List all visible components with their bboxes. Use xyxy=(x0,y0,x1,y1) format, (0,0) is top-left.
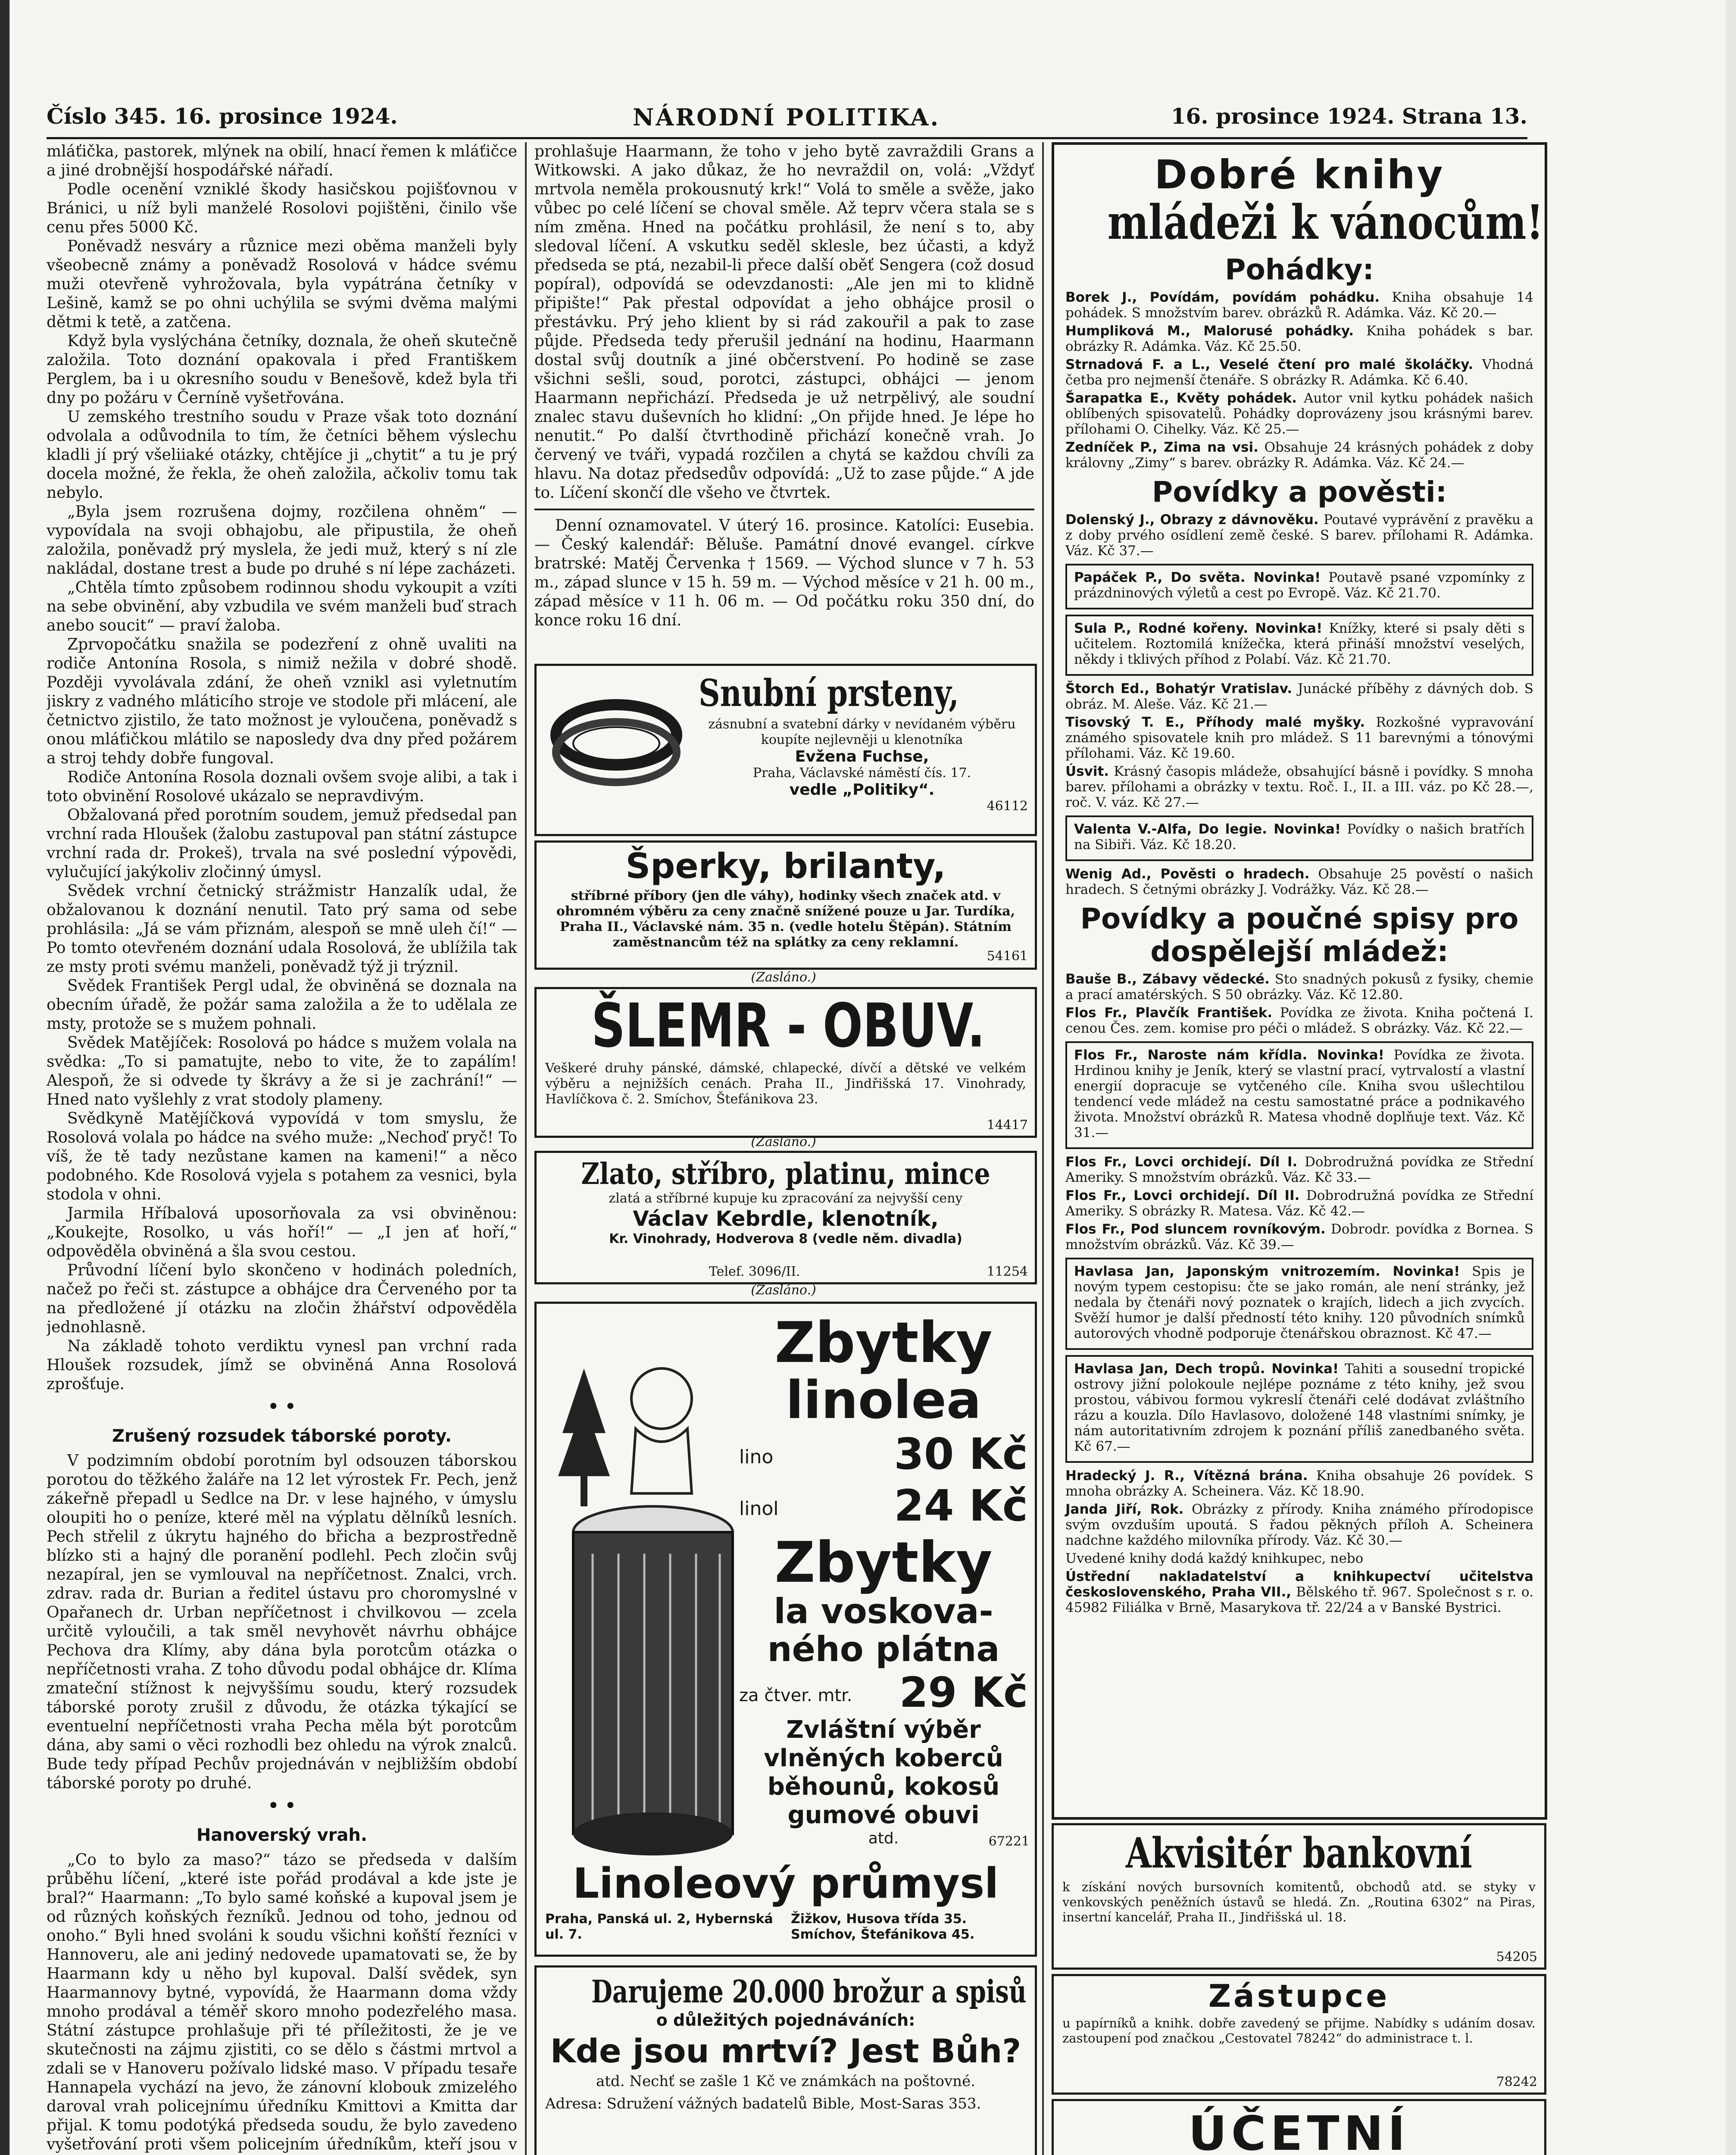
ad-address: Praha, Václavské náměstí čís. 17. xyxy=(752,765,971,781)
book-entry: Šarapatka E., Květy pohádek. Autor vnil kytku pohádek našich oblíbených spisovatelů. Pohádky doprovázeny jsou krásnými barev. přílohami O. Cihelky. Váz. Kč 25.— xyxy=(1065,390,1534,437)
ad-number: 54161 xyxy=(987,949,1028,964)
ad-title: Snubní prsteny, xyxy=(699,671,959,715)
ad-address: Praha, Panská ul. 2, Hybernská ul. 7. xyxy=(545,1911,773,1942)
ad-linoleum xyxy=(534,1302,1037,1957)
section-heading: Pohádky: xyxy=(1225,253,1374,286)
book-entry: Bauše B., Zábavy vědecké. Sto snadných pokusů z fysiky, chemie a prací amatérských. S 50 obrázky. Váz. Kč 12.80. xyxy=(1065,971,1533,1003)
publisher: Ústřední nakladatelství a knihkupectví učitelstva československého, Praha VII., Bělského tř. 967. Společnost s r. o. 45982 Filiálka v Brně, Masarykova tř. 22/24 a v Banské Bystrici. xyxy=(1065,1569,1533,1615)
ad-text: Zvláštní výběr vlněných koberců běhounů, kokosů gumové obuvi xyxy=(764,1716,1003,1829)
books-subtitle: mládeži k vánocům! xyxy=(1107,194,1544,250)
ad-number: 67221 xyxy=(988,1834,1030,1849)
paragraph: „Chtěla tímto způsobem rodinnou shodu vykoupit a vzíti na sebe obvinění, aby vzbudila ve svém manželi buď strach anebo soucit“ — praví žaloba. xyxy=(47,579,517,634)
book-entry: Tisovský T. E., Příhody malé myšky. Rozkošné vypravování známého spisovatele knih pro mládež. S 11 barevnými a tónovými přílohami. Váz. Kč 19.60. xyxy=(1065,715,1533,761)
header-rule xyxy=(47,137,1527,139)
book-advertisement xyxy=(1052,142,1547,1820)
ad-address: Kr. Vinohrady, Hodverova 8 (vedle něm. divadla) xyxy=(609,1231,962,1246)
book-entry: Zedníček P., Zima na vsi. Obsahuje 24 krásných pohádek z doby královny „Zimy“ s barev. obrázky R. Adámka. Váz. Kč 24.— xyxy=(1065,440,1533,471)
ad-title: Zástupce xyxy=(1208,1978,1390,2014)
book-entry-boxed: Havlasa Jan, Dech tropů. Novinka! Tahiti a sousední tropické ostrovy jižní polokoule nejlépe poznáme z této knihy, jež svou prostou, vábivou formou vykreslí čtenáři celé dodávat zvláštního rázu a kouzla. Dílo Havlasovo, doložené 148 vlastními snímky, je nám autoritativním zdrojem k poznání příliš zanedbaného světa. Kč 67.— xyxy=(1065,1355,1533,1463)
ad-title: Šperky, brilanty, xyxy=(625,846,946,886)
ad-jeweller-name: Václav Kebrdle, klenotník, xyxy=(633,1207,939,1231)
ad-item: lino xyxy=(739,1446,774,1468)
ad-accountant-wanted xyxy=(1052,2099,1546,2155)
ad-text: zásnubní a svatební dárky v nevídaném výběru koupíte nejlevněji u klenotníka xyxy=(708,717,1016,747)
book-entry: Štorch Ed., Bohatýr Vratislav. Junácké příběhy z dávných dob. S obráz. M. Aleše. Váz. Kč 21.— xyxy=(1065,681,1533,712)
paragraph: mláťička, pastorek, mlýnek na obilí, hnací řemen k mláťičce a jiné drobnější hospodářské nářadí. xyxy=(47,143,517,179)
ad-title: ŠLEMR - OBUV. xyxy=(591,991,985,1061)
zaslano-label: (Zasláno.) xyxy=(751,1134,816,1149)
book-entry: Úsvit. Krásný časopis mládeže, obsahující básně i povídky. S mnoha barev. přílohami a obrázky v textu. Roč. I., II. a III. váz. po Kč 28.—, roč. V. váz. Kč 27.— xyxy=(1065,764,1533,810)
ad-bible-society xyxy=(534,1965,1037,2155)
ad-sales-rep xyxy=(1052,1974,1546,2095)
paragraph: Poněvadž nesváry a různice mezi oběma manželi byly všeobecně známy a poněvadž Rosolová v hádce svému muži otevřeně vyhrožovala, byla vypátrána četníky v Lešině, kamž se po ohni uchýlila se svými dvěma malými dětmi k tetě, a zatčena. xyxy=(47,237,517,331)
issue-number: Číslo 345. 16. prosince 1924. xyxy=(47,103,398,129)
paragraph: Jarmila Hříbalová uposorňovala za vsi obviněnou: „Koukejte, Rosolko, u vás hoří!“ — „I jen ať hoří,“ odpověděla obviněná a šla svou cestou. xyxy=(47,1205,517,1260)
wedding-rings-icon xyxy=(545,683,687,800)
ad-number: 78242 xyxy=(1496,2074,1537,2089)
ad-text: stříbrné příbory (jen dle váhy), hodinky všech značek atd. v ohromném výběru za ceny značně snížené pouze u Jar. Turdíka, Praha II., Václavské nám. 35 n. (vedle hotelu Štěpán). Státním zaměstnancům též na splátky za ceny reklamní. xyxy=(556,888,1015,950)
ad-headline: linolea xyxy=(786,1371,981,1430)
book-entry-boxed: Papáček P., Do světa. Novinka! Poutavě psané vzpomínky z prázdninových výletů a cest po Evropě. Váz. Kč 21.70. xyxy=(1065,564,1533,609)
section-divider: • • xyxy=(268,1396,296,1417)
ad-title: ÚČETNÍ xyxy=(1188,2106,1410,2155)
book-entry: Janda Jiří, Rok. Obrázky z přírody. Kniha známého přírodopisce svým ovzduším upoutá. S řadou pěkných příloh A. Scheinera nadchne každého milovníka přírody. Váz. Kč 30.— xyxy=(1065,1502,1533,1548)
book-entry: Dolenský J., Obrazy z dávnověku. Poutavé vyprávění z pravěku a z doby prvého osídlení země české. S barev. přílohami R. Adámka. Váz. Kč 37.— xyxy=(1065,512,1533,559)
daily-calendar: Denní oznamovatel. V úterý 16. prosince. Katolíci: Eusebia. — Český kalendář: Běluše. Památní dnové evangel. církve bratrské: Matěj Červenka † 1569. — Východ slunce v 7 h. 53 m., západ slunce v 15 h. 59 m. — Východ měsíce v 21 h. 00 m., západ měsíce v 11 h. 06 m. — Od počátku roku 350 dní, do konce roku 16 dní. xyxy=(534,517,1034,629)
paragraph: prohlašuje Haarmann, že toho v jeho bytě zavraždili Grans a Witkowski. A jako důkaz, že ho nevraždil on, volá: „Vždyť mrtvola neměla prokousnutý krk!“ Volá to směle a svěže, jako vůbec po celé líčení se choval směle. Až teprv včera stala se s ním změna. Hned na počátku prohlásil, že není s to, aby sledoval líčení. A vskutku seděl sklesle, bez účasti, a když předseda se ptá, nezabil-li přece další oběť Sengera (což dosud popíral), odpovídá se odevzdanosti: „Ale jen mi to klidně připište!“ Pak přestal odpovídat a jeho obhájce prosil o přestávku. Prý jeho klient by si rád zakouřil a pak to zase půjde. Předseda tedy přerušil jednání na hodinu, Haarmann dostal svůj doutník a jiné občerstvení. Po hodině se zase všichni sešli, soud, porotci, zástupci, obhájci — jenom Haarmann nepřichází. Předseda je už netrpělivý, ale soudní znalec stavu duševních ho klidní: „On přijde hned. Je lépe ho nenutit.“ Po další čtvrthodině přichází konečně vrah. Jo červený ve tváři, vypadá rozčilen a chytá se každou chvíli za hlavu. Na dotaz předsedův odpovídá: „Už to zase půjde.“ A jde to. Líčení skončí dle všeho ve čtvrtek. xyxy=(534,143,1034,502)
book-entry: Strnadová F. a L., Veselé čtení pro malé školáčky. Vhodná četba pro nejmenší čtenáře. S obrázky R. Adámka. Kč 6.40. xyxy=(1065,357,1534,388)
ad-text: u papírníků a knihk. dobře zavedený se přijme. Nabídky s udáním dosav. zastoupení pod značkou „Cestovatel 78242“ do administrace t. l. xyxy=(1062,2016,1536,2046)
book-entry-boxed: Flos Fr., Naroste nám křídla. Novinka! Povídka ze života. Hrdinou knihy je Jeník, který se vlastní prací, vytrvalostí a vlastní energií dopracuje se vytčeného cíle. Kniha svou ušlechtilou tendencí vede mládež na cestu samostatné práce a podnikavého života. Množství obrázků R. Matesa vhodně doplňuje text. Váz. Kč 31.— xyxy=(1065,1041,1533,1149)
ad-note: vedle „Politiky“. xyxy=(789,781,935,799)
ad-headline: Zbytky xyxy=(774,1530,993,1595)
ad-gold xyxy=(534,1151,1037,1284)
book-entry-boxed: Havlasa Jan, Japonským vnitrozemím. Novinka! Spis je novým typem cestopisu: čte se jako román, ale není stránky, jež nedala by čtenáři nový poznatek o krajích, lidech a jich zvycích. Svěží humor je další předností této knihy. 120 původních snímků autorových vhodně podporuje čtenářskou obraznost. Kč 47.— xyxy=(1065,1258,1533,1350)
paragraph: Obžalovaná před porotním soudem, jemuž předsedal pan vrchní rada Hloušek (žalobu zastupoval pan státní zástupce vrchní rada dr. Prokeš), trvala na své poslední výpovědi, vylučující jakýkoliv zločinný úmysl. xyxy=(47,806,517,881)
book-entry: Borek J., Povídám, povídám pohádku. Kniha obsahuje 14 pohádek. S množstvím barev. obrázků R. Adámka. Váz. Kč 20.— xyxy=(1065,290,1533,321)
ad-headline: ného plátna xyxy=(767,1629,1000,1669)
paragraph: Svědek vrchní četnický strážmistr Hanzalík udal, že obžalovanou k doznání nenutil. Tato prý sama od sebe prohlásila: „Já se vám přiznám, alespoň se mně uleh čí!“ — Po tomto otevřeném doznání udala Rosolová, že ublížila tak ze msty proti svému manželi, poněvadž týž ji trýznil. xyxy=(47,882,517,976)
paragraph: Svědek Matějíček: Rosolová po hádce s mužem volala na svědka: „To si pamatujte, nebo to vite, že to zapálím! Alespoň, že si odvede ty škrávy a že si je zachrání!“ — Hned nato vyšlehly z vrat stodoly plameny. xyxy=(47,1034,517,1109)
book-entry: Flos Fr., Lovci orchidejí. Díl II. Dobrodružná povídka ze Střední Ameriky. S obrázky R. Matesa. Váz. Kč 42.— xyxy=(1065,1188,1533,1219)
book-note: Uvedené knihy dodá každý knihkupec, nebo xyxy=(1065,1551,1364,1566)
book-entry: Flos Fr., Lovci orchidejí. Díl I. Dobrodružná povídka ze Střední Ameriky. S množstvím obrázků. Váz. Kč 33.— xyxy=(1065,1154,1533,1185)
ad-phone: Telef. 3096/II. xyxy=(709,1264,800,1279)
ad-wedding-rings xyxy=(534,664,1037,836)
ad-price: 24 Kč xyxy=(894,1480,1028,1531)
paragraph: V podzimním období porotním byl odsouzen táborskou porotou do těžkého žaláře na 12 let výrostek Fr. Pech, jenž zákeřně přepadl u Sedlce na Dr. v lese hajného, v úmyslu oloupiti ho o peníze, které měl na výplatu dělníků lesních. Pech střelil z úkrytu hajného do břicha a bezprostředně blízko sti a hajný dle poranění podlehl. Pech zločin svůj nezapíral, jen se vymlouval na nepříčetnost. Znalci, vrch. zdrav. rada dr. Burian a ředitel ústavu pro choromyslné v Opařanech dr. Urban nepříčetnost i chvilkovou — zcela určitě vyloučili, a tak směl nevyhovět návrhu obhájce Pechova dra Klímy, aby dána byla porotcům otázka o nepříčetnosti vraha. Z toho důvodu podal obhájce dr. Klíma zmateční stížnost k nejvyššímu soudu, který rozsudek táborské poroty zrušil z důvodu, že otázka týkající se eventuelní nepříčetnosti vraha Pecha měla být porotcům dána, aby sami o věci rozhodli bez ohledu na výrok znalců. Bude tedy případ Pechův projednáván v nejbližším období táborské poroty po druhé. xyxy=(47,1452,517,1792)
paragraph: Na základě tohoto verdiktu vynesl pan vrchní rada Hloušek rozsudek, jímž se obviněná Anna Rosolová zprošťuje. xyxy=(47,1337,517,1393)
ad-subtitle: o důležitých pojednáváních: xyxy=(656,2011,915,2030)
paragraph: Zprvopočátku snažila se podezření z ohně uvaliti na rodiče Antonína Rosola, s nimiž nežila v dobré shodě. Později vyvolávala zdání, že oheň vznikl asi vyletnutím jiskry z vadného mláticího stroje ve stodole při mlácení, ale četnictvo zjistilo, že tato možnost je vyloučena, poněvadž s onou mláťičkou mlátilo se naposledy dva dny před požárem a stroj tehdy dobře fungoval. xyxy=(47,636,517,767)
article-column-2 xyxy=(534,142,1034,698)
ad-jewellery xyxy=(534,840,1037,970)
ad-number: 46112 xyxy=(987,799,1028,814)
ad-shop-name: Evžena Fuchse, xyxy=(795,748,929,765)
ad-text: atd. Nechť se zašle 1 Kč ve známkách na poštovné. xyxy=(596,2073,975,2090)
ad-bank-agent xyxy=(1052,1823,1546,1970)
section-divider: • • xyxy=(268,1796,296,1816)
paragraph: Rodiče Antonína Rosola doznali ovšem svoje alibi, a tak i toto obvinění Rosolové ukázalo se nepravdivým. xyxy=(47,768,517,805)
book-entry: Hradecký J. R., Vítězná brána. Kniha obsahuje 26 povídek. S mnoha obrázky A. Scheinera. Váz. Kč 18.90. xyxy=(1065,1468,1533,1499)
book-entry: Flos Fr., Pod sluncem rovníkovým. Dobrodr. povídka z Bornea. S množstvím obrázků. Váz. Kč 39.— xyxy=(1065,1221,1533,1252)
date-and-page: 16. prosince 1924. Strana 13. xyxy=(1171,103,1527,129)
ad-number: 54205 xyxy=(1496,1949,1537,1964)
paragraph: Svědkyně Matějíčková vypovídá v tom smyslu, že Rosolová volala po hádce na svého muže: „Nechoď pryč! To víš, že tě tady nezůstane kamen na kameni!“ a něco podobného. Kde Rosolová vyjela s potahem za vesnici, byla stodola v ohni. xyxy=(47,1110,517,1203)
paragraph: Průvodní líčení bylo skončeno v hodinách poledních, načež po řeči st. zástupce a obhájce dra Červeného por ta na předložené jí otázku na zločin žhářství odpověděla jednohlasně. xyxy=(47,1262,517,1336)
masthead xyxy=(47,103,1527,129)
ad-headline: Zbytky xyxy=(774,1310,993,1375)
divider xyxy=(534,509,1034,510)
paragraph: Když byla vyslýchána četníky, doznala, že oheň skutečně založila. Toto doznání opakovala i před Františkem Perglem, ba i u okresního soudu v Benešově, kdež byla tři dny po požáru v Černíně vyšetřována. xyxy=(47,332,517,407)
section-heading: Povídky a pověsti: xyxy=(1152,475,1447,509)
books-title: Dobré knihy xyxy=(1154,152,1445,198)
ad-item: za čtver. mtr. xyxy=(739,1686,852,1705)
ad-text: k získání nových bursovních komitentů, obchodů atd. se styky v venkovských peněžních ústavů se hledá. Zn. „Routina 6302“ na Piras, insertní kancelář, Praha II., Jindřišská ul. 18. xyxy=(1062,1880,1536,1924)
ad-address: Žižkov, Husova třída 35. Smíchov, Štefánikova 45. xyxy=(791,1911,975,1942)
paragraph: U zemského trestního soudu v Praze však toto doznání odvolala a odůvodnila to tím, že četníci během výslechu kladli jí prý všeliiaké otázky, chtějíce ji „chytit“ a tu je prý docela možné, že řekla, že oheň založila, ačkoliv tomu tak nebylo. xyxy=(47,408,517,502)
ad-price: 30 Kč xyxy=(894,1429,1028,1479)
paragraph: „Co to bylo za maso?“ tázo se předseda v dalším průběhu líčení, „které iste pořád prodával a kde jste je bral?“ Haarmann: „To bylo samé koňské a kupoval jsem je od různých koňských řezníků. Jednou od toho, jednou od onoho.“ Byli hned svoláni k soudu všichni koňští řezníci v Hannoveru, ale ani jediný nedovede upamatovati se, že by Haarmann kdy u něho byl kupoval. Další svědek, syn Haarmannovy bytné, vypovídá, že Haarmann doma vždy mnoho prodával a téměř skoro mnoho podezřelého masa. Státní zástupce prohlašuje při té příležitosti, že je ve skutečnosti na zájmu zjistiti, co se dělo s částmi mrtvol a zdali se v Hanoveru požívalo lidské maso. V případu tesaře Hannapela vychází na jevo, že zánovní klobouk zmizelého daroval vrah policejnímu úředníku Kmittovi a Kmitta dar přijal. K tomu podotýká předseda soudu, že bylo zavedeno vyšetřování proti všem policejním úředníkům, kteří jsou v xyxy=(47,1851,517,2153)
ad-title: Zlato, stříbro, platinu, mince xyxy=(581,1157,990,1191)
article-heading: Hanoverský vrah. xyxy=(196,1825,368,1845)
ad-text: Veškeré druhy pánské, dámské, chlapecké, dívčí a dětské ve velkém výběru a nejnižších cenách. Praha II., Jindřišská 17. Vinohrady, Havlíčkova č. 2. Smíchov, Štefánikova 23. xyxy=(545,1061,1026,1107)
ad-headline: Kde jsou mrtví? Jest Bůh? xyxy=(550,2032,1021,2070)
book-entry: Flos Fr., Plavčík František. Povídka ze života. Kniha počtená I. cenou Čes. zem. komise pro péči o mládež. S obrázky. Váz. Kč 22.— xyxy=(1065,1005,1533,1036)
ad-item: linol xyxy=(739,1498,779,1520)
book-entry-boxed: Sula P., Rodné kořeny. Novinka! Knížky, které si psaly děti s učitelem. Roztomilá knížečka, která přináší množství veselých, někdy i tklivých příhod z Polabí. Váz. Kč 21.70. xyxy=(1065,615,1533,676)
ad-shoes xyxy=(534,987,1037,1138)
newspaper-title: NÁRODNÍ POLITIKA. xyxy=(633,103,940,131)
ad-number: 11254 xyxy=(987,1264,1028,1279)
zaslano-label: (Zasláno.) xyxy=(751,970,816,985)
ad-price: 29 Kč xyxy=(899,1668,1028,1717)
article-column-1 xyxy=(47,142,517,2155)
scan-edge xyxy=(0,0,9,2155)
ad-headline: la voskova- xyxy=(774,1591,993,1631)
column-separator xyxy=(1042,142,1044,2155)
paragraph: Svědek František Pergl udal, že obviněná se doznala na obecním úřadě, že požár sama založila a že to udělala ze msty, protože se s mužem pohnali. xyxy=(47,977,517,1033)
ad-address: Adresa: Sdružení vážných badatelů Bible, Most-Saras 353. xyxy=(545,2095,981,2112)
ad-text: atd. xyxy=(868,1830,899,1847)
ad-firm-name: Linoleový průmysl xyxy=(573,1859,999,1908)
ad-title: Akvisitér bankovní xyxy=(1126,1829,1472,1877)
book-entry-boxed: Valenta V.-Alfa, Do legie. Novinka! Povídky o našich bratřích na Sibiři. Váz. Kč 18.20. xyxy=(1065,815,1533,861)
article-heading: Zrušený rozsudek táborské poroty. xyxy=(112,1426,452,1446)
paragraph: Podle ocenění vzniklé škody hasičskou pojišťovnou v Bránici, u níž byli manželé Rosolovi pojištěni, činilo vše cenu přes 5000 Kč. xyxy=(47,181,517,236)
child-with-tree-icon xyxy=(554,1351,735,1860)
ad-number: 14417 xyxy=(987,1118,1028,1133)
book-entry: Humpliková M., Malorusé pohádky. Kniha pohádek s bar. obrázky R. Adámka. Váz. Kč 25.50. xyxy=(1065,323,1533,354)
ad-title: Darujeme 20.000 brožur a spisů xyxy=(591,1973,1027,2010)
section-heading: Povídky a poučné spisy pro dospělejší mládež: xyxy=(1080,902,1519,968)
ad-text: zlatá a stříbrné kupuje ku zpracování za nejvyšší ceny xyxy=(609,1191,963,1206)
column-separator xyxy=(525,142,527,2155)
zaslano-label: (Zasláno.) xyxy=(751,1283,816,1298)
book-entry: Wenig Ad., Pověsti o hradech. Obsahuje 25 pověstí o našich hradech. S četnými obrázky J. Vodrážky. Váz. Kč 28.— xyxy=(1065,866,1534,897)
paragraph: „Byla jsem rozrušena dojmy, rozčilena ohněm“ — vypovídala na svoji obhajobu, ale připustila, že oheň založila, poněvadž prý myslela, že jedi muž, který s ní zle nakládal, dostane trest a bude po druhé s ní lépe zacházeti. xyxy=(47,503,517,578)
